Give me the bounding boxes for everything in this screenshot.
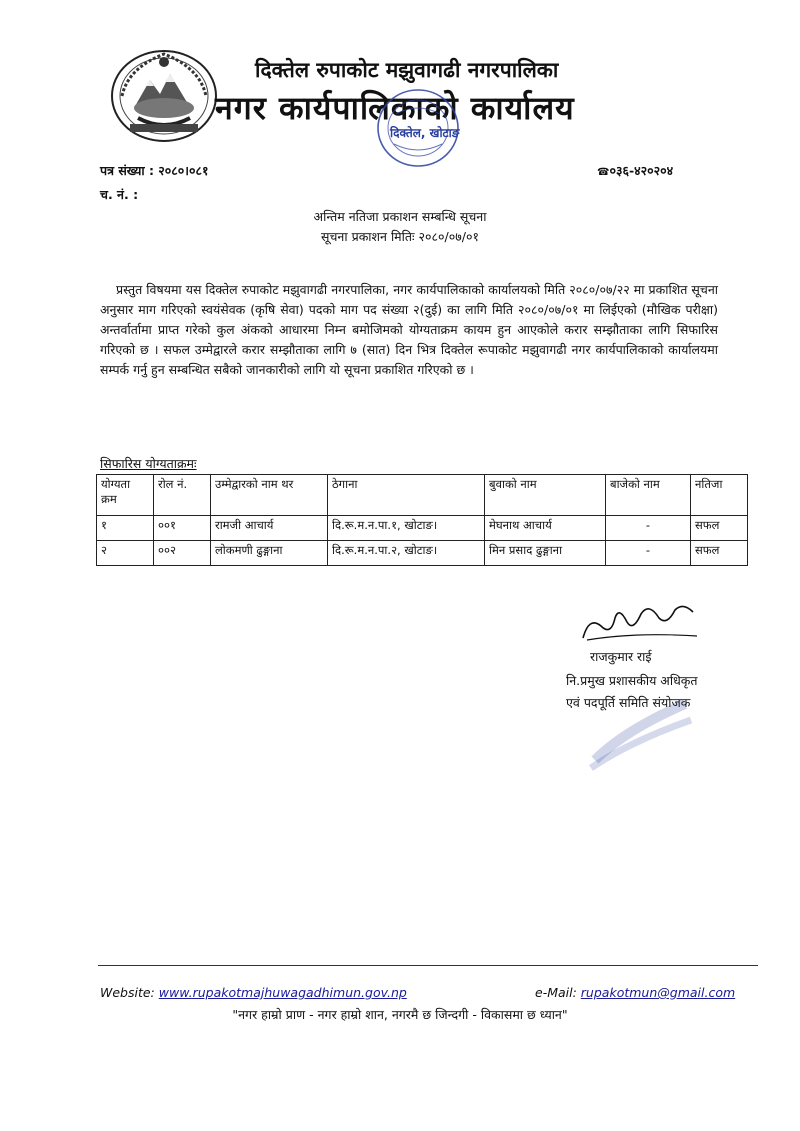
footer-divider xyxy=(98,965,758,966)
notice-date: सूचना प्रकाशन मितिः २०८०/०७/०१ xyxy=(321,229,479,244)
cell-father: मिन प्रसाद ढुङ्गाना xyxy=(485,541,606,566)
col-address: ठेगाना xyxy=(328,475,485,516)
cell-address: दि.रू.म.न.पा.२, खोटाङ। xyxy=(328,541,485,566)
nepal-emblem-logo xyxy=(108,46,220,144)
dispatch-number: च. नं. : xyxy=(100,187,139,202)
cell-address: दि.रू.म.न.पा.१, खोटाङ। xyxy=(328,516,485,541)
table-heading: सिफारिस योग्यताक्रमः xyxy=(100,456,197,471)
signatory-committee-role: एवं पदपूर्ति समिति संयोजक xyxy=(566,695,691,710)
signatory-designation: नि.प्रमुख प्रशासकीय अधिकृत xyxy=(566,673,698,688)
cell-result: सफल xyxy=(691,541,748,566)
notice-title: अन्तिम नतिजा प्रकाशन सम्बन्धि सूचना xyxy=(313,209,487,224)
col-father: बुवाको नाम xyxy=(485,475,606,516)
cell-roll: ००२ xyxy=(154,541,211,566)
footer-website xyxy=(100,985,407,1000)
cell-rank: २ xyxy=(97,541,154,566)
cell-grandfather: - xyxy=(606,541,691,566)
signatory-stamp xyxy=(585,690,695,772)
office-address: दिक्तेल, खोटाङ xyxy=(390,126,460,140)
website-link[interactable]: www.rupakotmajhuwagadhimun.gov.np xyxy=(158,985,407,1000)
office-name: नगर कार्यपालिकाको कार्यालय xyxy=(215,89,575,127)
cell-name: लोकमणी ढुङ्गाना xyxy=(211,541,328,566)
col-result: नतिजा xyxy=(691,475,748,516)
cell-roll: ००१ xyxy=(154,516,211,541)
phone-icon: ☎ xyxy=(597,167,610,178)
cell-father: मेघनाथ आचार्य xyxy=(485,516,606,541)
table-row xyxy=(97,541,748,566)
notice-body: प्रस्तुत विषयमा यस दिक्तेल रुपाकोट मझुवागढी नगरपालिका, नगर कार्यपालिकाको कार्यालयको मिति २०८०/०७/२२ मा प्रकाशित सूचना अनुसार माग गरिएको स्वयंसेवक (कृषि सेवा) पदको माग पद संख्या २(दुई) का लागि मिति २०८०/०७/०१ मा लिईएको (मौखिक परीक्षा) अन्तर्वार्तामा प्राप्त गरेको कुल अंकको आधारमा निम्न बमोजिमको योग्यताक्रम कायम हुन आएकोले करार सम्झौताका लागि सिफारिस गरिएको छ । सफल उम्मेद्वारले करार सम्झौताका लागि ७ (सात) दिन भित्र दिक्तेल रूपाकोट मझुवागढी नगर कार्यपालिकाको कार्यालयमा सम्पर्क गर्नु हुन सम्बन्धित सबैको जानकारीको लागि यो सूचना प्रकाशित गरिएको छ । xyxy=(100,282,718,377)
reference-number: पत्र संख्या : २०८०।०८१ xyxy=(100,163,209,178)
col-roll: रोल नं. xyxy=(154,475,211,516)
footer-email xyxy=(535,985,735,1000)
footer-motto: "नगर हाम्रो प्राण - नगर हाम्रो शान, नगरमै छ जिन्दगी - विकासमा छ ध्यान" xyxy=(232,1007,568,1022)
cell-rank: १ xyxy=(97,516,154,541)
results-table xyxy=(96,474,748,566)
signatory-name: राजकुमार राई xyxy=(590,649,652,664)
phone-text: ०३६-४२०२०४ xyxy=(609,163,674,178)
cell-grandfather: - xyxy=(606,516,691,541)
cell-name: रामजी आचार्य xyxy=(211,516,328,541)
col-grandfather: बाजेको नाम xyxy=(606,475,691,516)
col-name: उम्मेद्वारको नाम थर xyxy=(211,475,328,516)
email-link[interactable]: rupakotmun@gmail.com xyxy=(580,985,736,1000)
website-label: Website: xyxy=(100,985,155,1000)
table-header-row xyxy=(97,475,748,516)
col-rank: योग्यता क्रम xyxy=(97,475,154,516)
phone-number xyxy=(597,162,673,179)
signature xyxy=(575,596,705,646)
table-row xyxy=(97,516,748,541)
email-label: e-Mail: xyxy=(535,985,577,1000)
cell-result: सफल xyxy=(691,516,748,541)
municipality-name: दिक्तेल रुपाकोट मझुवागढी नगरपालिका xyxy=(255,58,559,82)
